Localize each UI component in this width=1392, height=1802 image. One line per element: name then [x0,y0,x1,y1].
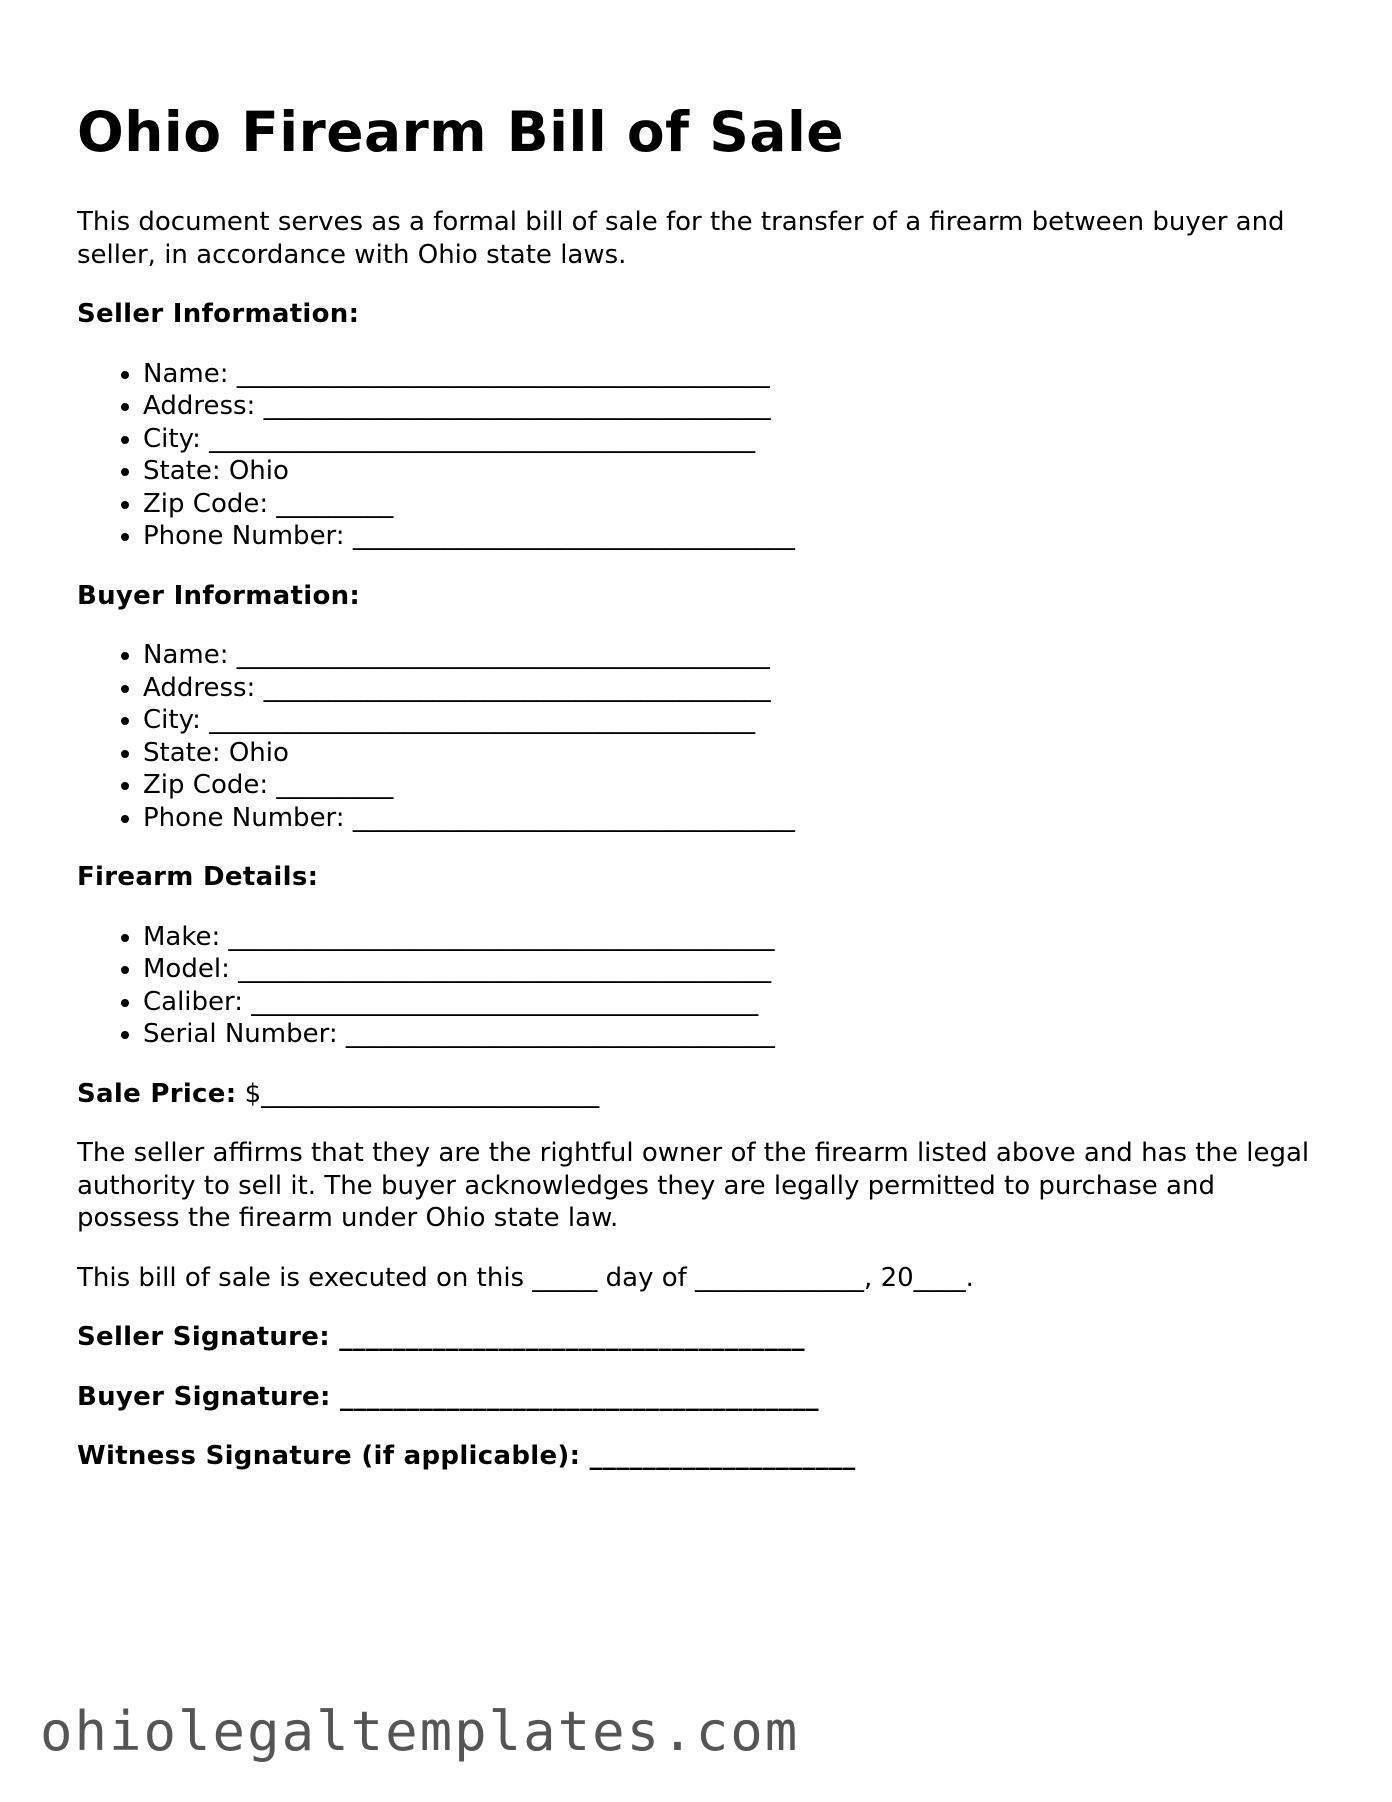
seller-state-field: • State: Ohio [143,455,1317,488]
firearm-serial-field: • Serial Number: _________________________________ [143,1018,1317,1051]
document-title: Ohio Firearm Bill of Sale [77,100,845,164]
seller-heading: Seller Information: [77,299,360,329]
buyer-zip-field: • Zip Code: _________ [143,769,1317,802]
buyer-state-field: • State: Ohio [143,737,1317,770]
firearm-fields-list [77,921,1317,1051]
affirmation-paragraph: The seller affirms that they are the rightful owner of the firearm listed above and has the legal authority to sell it. The buyer acknowledges they are legally permitted to purchase and possess the firearm under Ohio state law. [77,1138,1310,1233]
witness-signature-line: Witness Signature (if applicable): ____________________ [77,1441,856,1471]
site-watermark: ohiolegaltemplates.com [40,1700,800,1763]
buyer-phone-field: • Phone Number: __________________________________ [143,802,1317,835]
buyer-city-field: • City: __________________________________________ [143,704,1317,737]
seller-signature-line: Seller Signature: ___________________________________ [77,1322,805,1352]
seller-name-field: • Name: _________________________________________ [143,358,1317,391]
buyer-name-field: • Name: _________________________________________ [143,639,1317,672]
sale-price-line [77,1078,1317,1111]
buyer-fields-list [77,639,1317,834]
sale-price-label: Sale Price: [77,1078,237,1109]
buyer-signature-line: Buyer Signature: ____________________________________ [77,1381,819,1412]
buyer-address-field: • Address: _______________________________________ [143,672,1317,705]
seller-zip-field: • Zip Code: _________ [143,488,1317,521]
firearm-make-field: • Make: __________________________________________ [143,921,1317,954]
sale-price-value: $__________________________ [244,1078,600,1109]
buyer-heading: Buyer Information: [77,580,361,611]
firearm-caliber-field: • Caliber: _______________________________________ [143,986,1317,1019]
execution-date-line: This bill of sale is executed on this _____ day of _____________, 20____. [77,1262,974,1293]
firearm-model-field: • Model: _________________________________________ [143,953,1317,986]
intro-paragraph: This document serves as a formal bill of sale for the transfer of a firearm between buyer and seller, in accordance with Ohio state laws. [77,207,1285,270]
seller-city-field: • City: __________________________________________ [143,423,1317,456]
seller-fields-list [77,358,1317,553]
seller-address-field: • Address: _______________________________________ [143,390,1317,423]
seller-phone-field: • Phone Number: __________________________________ [143,520,1317,553]
document-page [77,96,1317,1500]
firearm-heading: Firearm Details: [77,862,319,892]
